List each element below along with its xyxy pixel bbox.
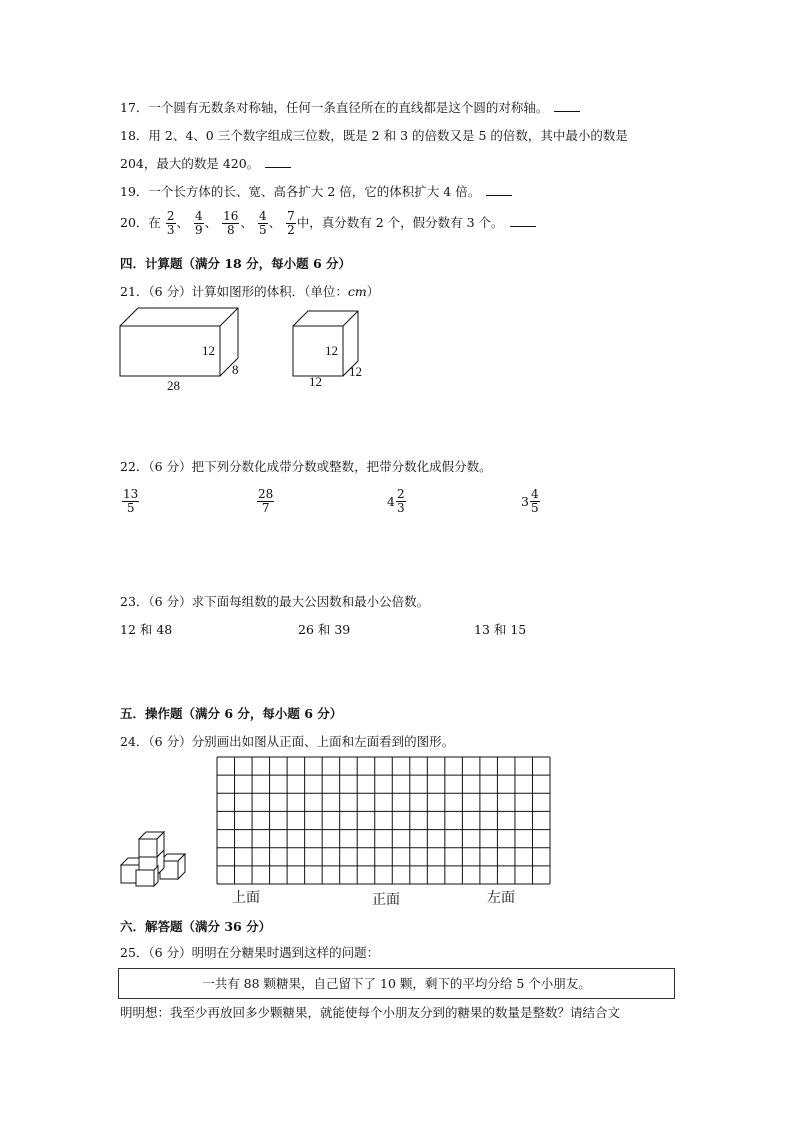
fraction-item-3 (387, 488, 407, 515)
fraction: $\frac{16}{8}$ (223, 209, 239, 237)
cube-edge-label-depth: 12 (349, 364, 362, 379)
fraction-item-2 (256, 488, 275, 515)
question-25-follow: 明明想：我至少再放回多少颗糖果，就能使每个小朋友分到的糖果的数量是整数？请结合文 (120, 1005, 621, 1020)
answer-blank[interactable] (265, 156, 291, 168)
fraction: $\frac{4}{5}$ (530, 487, 539, 515)
question-19-text: 19．一个长方体的长、宽、高各扩大 2 倍，它的体积扩大 4 倍。 (120, 184, 481, 199)
answer-blank[interactable] (554, 100, 580, 112)
problem-box-text: 一共有 88 颗糖果，自己留下了 10 颗，剩下的平均分给 5 个小朋友。 (202, 976, 591, 991)
question-17-text: 17．一个圆有无数条对称轴，任何一条直径所在的直线都是这个圆的对称轴。 (120, 100, 549, 115)
close-paren: ） (366, 284, 380, 299)
fraction: $\frac{2}{3}$ (396, 487, 405, 515)
question-20-suffix: 中，真分数有 2 个，假分数有 3 个。 (296, 215, 504, 230)
question-22-text: 22．（6 分）把下列分数化成带分数或整数，把带分数化成假分数。 (120, 459, 492, 474)
fraction: $\frac{13}{5}$ (123, 487, 139, 515)
problem-box (118, 968, 675, 999)
grid-label-top-view: 上面 (232, 891, 260, 906)
fraction-item-1 (121, 488, 140, 515)
unit: cm (347, 284, 367, 299)
cube-edge-label-front: 12 (325, 343, 338, 358)
grid-label-left-view: 左面 (487, 891, 515, 906)
question-18-line2 (120, 154, 291, 172)
question-21 (120, 282, 379, 300)
fraction: $\frac{7}{2}$ (287, 209, 295, 237)
answer-blank[interactable] (510, 215, 536, 227)
section-4-heading: 四．计算题（满分 18 分，每小题 6 分） (120, 256, 352, 271)
fraction: $\frac{4}{9}$ (195, 209, 203, 237)
cuboid-width-label: 8 (232, 362, 239, 377)
separator: 、 (268, 215, 282, 230)
question-21-text: 21．（6 分）计算如图形的体积．（单位： (120, 284, 348, 299)
question-18-text: 204，最大的数是 420。 (120, 156, 260, 171)
cuboid-figure (120, 308, 238, 376)
question-20 (120, 207, 536, 239)
section-6-heading: 六．解答题（满分 36 分） (120, 919, 272, 934)
separator: 、 (240, 215, 253, 230)
cuboid-height-label: 12 (202, 343, 215, 358)
fraction: $\frac{2}{3}$ (166, 209, 175, 237)
separator: 、 (204, 215, 218, 230)
question-25-text: 25．（6 分）明明在分糖果时遇到这样的问题： (120, 945, 380, 960)
question-24-text: 24．（6 分）分别画出如图从正面、上面和左面看到的图形。 (120, 734, 455, 749)
number-group-1: 12 和 48 (120, 622, 173, 637)
question-18-line1: 18．用 2、4、0 三个数字组成三位数，既是 2 和 3 的倍数又是 5 的倍数，其中最小的数是 (120, 128, 628, 143)
fraction: $\frac{4}{5}$ (258, 209, 267, 237)
whole-part: 4 (387, 494, 395, 509)
question-19 (120, 182, 512, 200)
separator: 、 (176, 215, 190, 230)
question-20-prefix: 20．在 (120, 215, 161, 230)
number-group-3: 13 和 15 (474, 622, 527, 637)
number-group-2: 26 和 39 (298, 622, 351, 637)
question-23-text: 23．（6 分）求下面每组数的最大公因数和最小公倍数。 (120, 594, 430, 609)
whole-part: 3 (521, 494, 529, 509)
cube-stack-figure (118, 828, 193, 888)
volume-figures (118, 304, 398, 394)
question-17 (120, 98, 580, 116)
grid-label-front-view: 正面 (372, 893, 400, 908)
cube-edge-label-bottom: 12 (309, 374, 322, 389)
section-5-heading: 五．操作题（满分 6 分，每小题 6 分） (120, 706, 343, 721)
cuboid-length-label: 28 (167, 378, 180, 393)
fraction: $\frac{28}{7}$ (258, 487, 274, 515)
drawing-grid[interactable] (216, 756, 551, 886)
answer-blank[interactable] (486, 184, 512, 196)
fraction-item-4 (521, 488, 541, 515)
